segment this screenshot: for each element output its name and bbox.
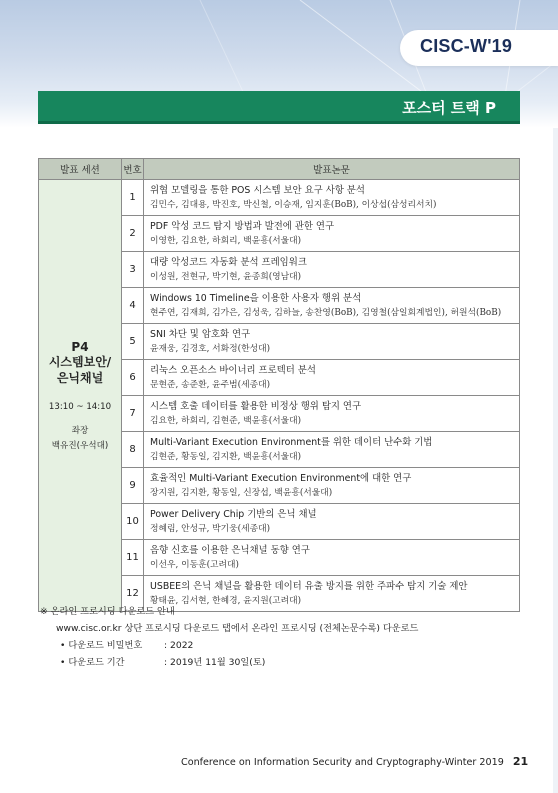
paper-title: 대량 악성코드 자동화 분석 프레임워크 xyxy=(150,256,307,268)
paper-authors: 문현준, 송준환, 윤주범(세종대) xyxy=(150,379,271,390)
footer-conference-name: Conference on Information Security and Cryptography-Winter 2019 xyxy=(181,757,504,768)
paper-title: PDF 악성 코드 탐지 방법과 발전에 관한 연구 xyxy=(150,220,335,232)
paper-cell xyxy=(144,216,520,252)
conference-brand: CISC-W'19 xyxy=(420,36,513,56)
paper-title: SNI 차단 및 암호화 연구 xyxy=(150,328,251,340)
paper-cell xyxy=(144,324,520,360)
paper-number: 12 xyxy=(122,576,144,612)
paper-authors: 이성원, 전현규, 박기현, 윤종희(영남대) xyxy=(150,271,302,282)
paper-authors: 김현준, 황동일, 김지환, 백윤흥(서울대) xyxy=(150,451,302,462)
paper-number: 11 xyxy=(122,540,144,576)
track-title: 포스터 트랙 P xyxy=(402,99,496,117)
side-strip xyxy=(553,128,558,793)
paper-cell xyxy=(144,432,520,468)
notice-download-link[interactable]: www.cisc.or.kr 상단 프로시딩 다운로드 탭에서 온라인 프로시딩 (전체논문수록) 다운로드 xyxy=(56,623,419,634)
paper-number: 2 xyxy=(122,216,144,252)
notice-period-row xyxy=(40,654,418,671)
paper-number: 7 xyxy=(122,396,144,432)
paper-title: 시스템 호출 데이터를 활용한 비정상 행위 탐지 연구 xyxy=(150,400,362,412)
notice-period-label: • 다운로드 기간 xyxy=(60,657,125,668)
column-header-number: 번호 xyxy=(122,159,144,180)
session-chair-label: 좌장 xyxy=(71,426,89,436)
paper-authors: 황태윤, 김서현, 한혜경, 윤지원(고려대) xyxy=(150,595,302,606)
paper-number: 3 xyxy=(122,252,144,288)
session-code: P4 xyxy=(71,340,89,354)
session-time: 13:10 ~ 14:10 xyxy=(48,402,112,412)
paper-number: 6 xyxy=(122,360,144,396)
notice-period-value: : 2019년 11월 30일(토) xyxy=(164,657,266,668)
program-table xyxy=(38,158,520,612)
page-number: 21 xyxy=(512,755,529,768)
paper-number: 8 xyxy=(122,432,144,468)
session-chair: 백유진(우석대) xyxy=(51,441,109,451)
column-header-session: 발표 세션 xyxy=(39,159,122,180)
paper-cell xyxy=(144,288,520,324)
paper-authors: 김요한, 하회리, 김현준, 백윤흥(서울대) xyxy=(150,415,302,426)
paper-title: 효율적인 Multi-Variant Execution Environment에 대한 연구 xyxy=(150,472,412,484)
table-row xyxy=(39,180,520,216)
paper-authors: 김민수, 김대용, 박진호, 박신철, 이승재, 임지훈(BoB), 이상섭(삼성리서치) xyxy=(150,199,437,210)
paper-cell xyxy=(144,360,520,396)
paper-number: 5 xyxy=(122,324,144,360)
notice-heading: ※ 온라인 프로시딩 다운로드 안내 xyxy=(40,606,175,617)
table-header-row xyxy=(39,159,520,180)
paper-title: USBEE의 은닉 채널을 활용한 데이터 유출 방지를 위한 주파수 탐지 기술 제안 xyxy=(150,580,468,592)
session-cell xyxy=(39,180,122,612)
session-name-line1: 시스템보안/ xyxy=(48,355,112,369)
notice-password-label: • 다운로드 비밀번호 xyxy=(60,640,143,651)
page-footer xyxy=(181,755,528,768)
paper-number: 10 xyxy=(122,504,144,540)
paper-authors: 윤재웅, 김경호, 서화정(한성대) xyxy=(150,343,271,354)
paper-cell xyxy=(144,540,520,576)
paper-authors: 현주연, 김재희, 김가은, 김성욱, 김하늘, 송찬영(BoB), 김영철(삼일회계법인), 허원석(BoB) xyxy=(150,307,502,318)
notice-password-value: : 2022 xyxy=(164,640,194,651)
track-title-bar xyxy=(38,91,520,124)
program-table-body xyxy=(39,180,520,612)
paper-title: 리눅스 오픈소스 바이너리 프로텍터 분석 xyxy=(150,364,316,376)
notice-password-row xyxy=(40,637,418,654)
session-name-line2: 은닉채널 xyxy=(56,371,104,385)
paper-cell xyxy=(144,396,520,432)
paper-authors: 이영한, 김요한, 하회리, 백윤흥(서울대) xyxy=(150,235,302,246)
paper-cell xyxy=(144,180,520,216)
download-notice xyxy=(40,603,418,671)
paper-title: Power Delivery Chip 기반의 은닉 채널 xyxy=(150,508,317,520)
paper-title: 위협 모델링을 통한 POS 시스템 보안 요구 사항 분석 xyxy=(150,184,365,196)
paper-number: 9 xyxy=(122,468,144,504)
paper-cell xyxy=(144,252,520,288)
paper-number: 4 xyxy=(122,288,144,324)
paper-title: Windows 10 Timeline을 이용한 사용자 행위 분석 xyxy=(150,292,362,304)
paper-title: Multi-Variant Execution Environment를 위한 데이터 난수화 기법 xyxy=(150,436,433,448)
paper-cell xyxy=(144,504,520,540)
paper-number: 1 xyxy=(122,180,144,216)
column-header-paper: 발표논문 xyxy=(144,159,520,180)
paper-authors: 장지원, 김지환, 황동일, 신장섭, 백윤흥(서울대) xyxy=(150,487,333,498)
paper-cell xyxy=(144,468,520,504)
paper-title: 음향 신호를 이용한 은닉채널 동향 연구 xyxy=(150,544,310,556)
paper-authors: 정혜림, 안성규, 박기웅(세종대) xyxy=(150,523,271,534)
paper-authors: 이선우, 이동훈(고려대) xyxy=(150,559,239,570)
